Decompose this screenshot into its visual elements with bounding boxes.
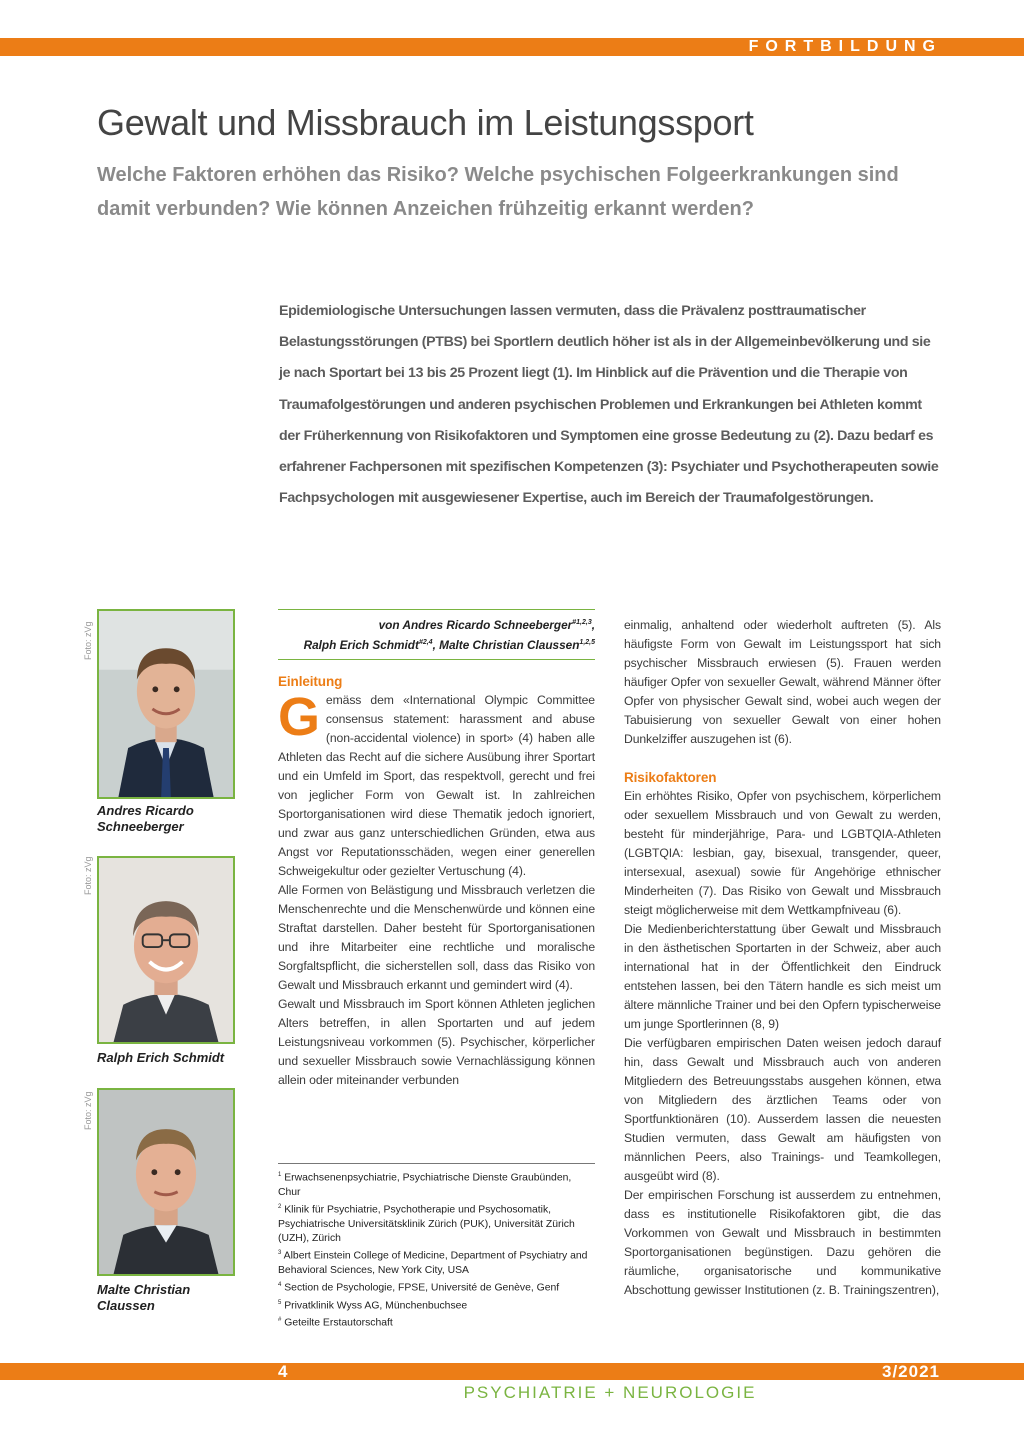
heading-risikofaktoren: Risikofaktoren xyxy=(624,770,717,785)
footnote-item xyxy=(278,1296,595,1314)
footnote-mark: 4 xyxy=(278,1281,282,1288)
footer-bar xyxy=(0,1363,1024,1380)
footnotes xyxy=(278,1168,595,1331)
footnote-text: Albert Einstein College of Medicine, Department of Psychiatry and Behavioral Sciences, New York City, USA xyxy=(278,1250,588,1276)
byline-author-1: von Andres Ricardo Schneeberger xyxy=(378,617,573,632)
byline-sup-1: #1,2,3 xyxy=(572,619,592,626)
section-label: FORTBILDUNG xyxy=(748,38,942,55)
portrait-illustration xyxy=(99,858,233,1042)
author-photo-claussen xyxy=(97,1088,235,1276)
author-name-claussen: Malte Christian Claussen xyxy=(97,1282,191,1313)
paragraph: Die verfügbaren empirischen Daten weisen jedoch darauf hin, dass Gewalt und Missbrauch auch von anderen Mitgliedern des Betreuungsstabs ausgehen können, etwa von Mitgliedern des ärztlichen Teams oder von Sportfunktionären (10). Ausserdem lassen die neuesten Studien vermuten, dass Gewalt am häufigsten von männlichen Peers, also Trainings- und Teamkollegen, ausgeübt wird (8). xyxy=(624,1036,941,1183)
paragraph: einmalig, anhaltend oder wiederholt auftreten (5). Als häufigste Form von Gewalt im Leistungssport hat sich psychischer Missbrauch erwiesen (5). Frauen werden häufiger Opfer von sexueller Gewalt, während Männer öfter Opfer von physischer Gewalt sind, wobei auch wegen der Tabuisierung von sexueller Gewalt von einer hohen Dunkelziffer auszugehen ist (6). xyxy=(624,618,941,746)
paragraph: Alle Formen von Belästigung und Missbrauch verletzen die Menschenrechte und die Menschenwürde und können eine Straftat darstellen. Daher besteht für Sportorganisationen und ihre Mitarbeiter eine rechtliche und moralische Sorgfaltspflicht, die sicherstellen soll, dass das Risiko von Gewalt und Missbrauch erkannt und gemindert wird (4). xyxy=(278,883,595,992)
byline-separator: , xyxy=(591,617,595,632)
footnote-text: Geteilte Erstautorschaft xyxy=(284,1317,393,1329)
photo-credit-3: Foto: zVg xyxy=(83,1091,93,1130)
footnote-mark: # xyxy=(278,1317,282,1324)
footnote-item xyxy=(278,1200,595,1246)
footnote-text: Erwachsenenpsychiatrie, Psychiatrische Dienste Graubünden, Chur xyxy=(278,1172,572,1198)
portrait-illustration xyxy=(99,611,233,797)
body-column-1 xyxy=(278,672,595,1090)
footnote-text: Section de Psychologie, FPSE, Université de Genève, Genf xyxy=(284,1282,560,1294)
footnote-item xyxy=(278,1313,595,1331)
footnote-text: Klinik für Psychiatrie, Psychotherapie und Psychosomatik, Psychiatrische Universitätsklinik Zürich (PUK), Universität Zürich (UZH), Zürich xyxy=(278,1204,575,1244)
portrait-illustration xyxy=(99,1090,233,1274)
photo-credit-2: Foto: zVg xyxy=(83,856,93,895)
paragraph: Die Medienberichterstattung über Gewalt und Missbrauch in den ästhetischen Sportarten in der Schweiz, aber auch international hat in der Öffentlichkeit den Eindruck entstehen lassen, bei den Tätern handle es sich meist um ältere männliche Trainer und bei den Opfern typischerweise um junge Sportlerinnen (8, 9) xyxy=(624,922,941,1031)
paragraph: Gewalt und Missbrauch im Sport können Athleten jeglichen Alters betreffen, in allen Sportarten und auf jedem Leistungsniveau vorkommen (5). Psychischer, körperlicher und sexueller Missbrauch sowie Vernachlässigung können allein oder miteinander verbunden xyxy=(278,997,595,1087)
footnote-mark: 3 xyxy=(278,1249,282,1256)
footnote-item xyxy=(278,1246,595,1278)
footnote-mark: 5 xyxy=(278,1299,282,1306)
author-name-schneeberger: Andres Ricardo Schneeberger xyxy=(97,803,194,834)
footnote-item xyxy=(278,1168,595,1200)
article-lead: Epidemiologische Untersuchungen lassen vermuten, dass die Prävalenz posttraumatischer Belastungsstörungen (PTBS) bei Sportlern deutlich höher ist als in der Allgemeinbevölkerung und sie je nach Sportart bei 13 bis 25 Prozent liegt (1). Im Hinblick auf die Prävention und die Therapie von Traumafolgestörungen und anderen psychischen Problemen und Erkrankungen bei Athleten kommt der Früherkennung von Risikofaktoren und Symptomen eine grosse Bedeutung zu (2). Dazu bedarf es erfahrener Fachpersonen mit spezifischen Kompetenzen (3): Psychiater und Psychotherapeuten sowie Fachpsychologen mit ausgewiesener Expertise, auch im Bereich der Traumafolgestörungen. xyxy=(279,303,939,507)
footnote-mark: 1 xyxy=(278,1172,282,1178)
author-photo-schneeberger xyxy=(97,609,235,799)
byline-sup-2: #2,4 xyxy=(418,638,433,646)
byline xyxy=(278,609,595,660)
page-number: 4 xyxy=(278,1362,288,1381)
section-header-bar xyxy=(0,38,1024,56)
footnote-divider xyxy=(278,1163,595,1164)
footnote-item xyxy=(278,1278,595,1296)
photo-credit-1: Foto: zVg xyxy=(83,621,93,660)
byline-sup-3: 1,2,5 xyxy=(579,638,595,646)
paragraph-text: emäss dem «International Olympic Committee consensus statement: harassment and abuse (non-accidental violence) in sport» (4) haben alle Athleten das Recht auf die sichere Ausübung ihrer Sportart und ein Umfeld im Sport, das respektvoll, gerecht und frei von jeglicher Form von Gewalt ist. In zahlreichen Sportorganisationen wird diese Thematik jedoch ignoriert, und zwar aus ganz unterschiedlichen Gründen, etwa aus Angst vor Reputationsschäden, wegen einer generellen Schweigekultur oder gezielter Vertuschung (4). xyxy=(278,693,595,878)
drop-cap: G xyxy=(278,687,320,747)
article-subtitle: Welche Faktoren erhöhen das Risiko? Welche psychischen Folgeerkrankungen sind damit verbunden? Wie können Anzeichen frühzeitig erkannt werden? xyxy=(97,164,899,220)
article-title: Gewalt und Missbrauch im Leistungssport xyxy=(97,102,754,143)
byline-author-2: Ralph Erich Schmidt xyxy=(303,637,419,652)
author-name-schmidt: Ralph Erich Schmidt xyxy=(97,1050,225,1065)
byline-author-3: , Malte Christian Claussen xyxy=(432,637,580,652)
heading-einleitung: Einleitung xyxy=(278,674,343,689)
issue-number: 3/2021 xyxy=(882,1362,940,1381)
footnote-text: Privatklinik Wyss AG, Münchenbuchsee xyxy=(284,1299,468,1311)
paragraph xyxy=(278,687,595,881)
footnote-mark: 2 xyxy=(278,1203,282,1210)
body-column-2 xyxy=(624,616,941,1300)
journal-name: PSYCHIATRIE + NEUROLOGIE xyxy=(463,1383,757,1402)
paragraph: Ein erhöhtes Risiko, Opfer von psychischem, körperlichem oder sexuellem Missbrauch und von Gewalt zu werden, besteht für minderjährige, Para- und LGBTQIA-Athleten (LGBTQIA: lesbian, gay, bisexual, transgender, queer, intersexual, asexual) sowie für Angehörige ethnischer Minderheiten (7). Das Risiko von Gewalt und Missbrauch steigt möglicherweise mit dem Wettkampfniveau (6). xyxy=(624,789,941,917)
author-photo-schmidt xyxy=(97,856,235,1044)
paragraph: Der empirischen Forschung ist ausserdem zu entnehmen, dass es institutionelle Risikofaktoren gibt, die das Vorkommen von Gewalt und Missbrauch in bestimmten Sportorganisationen begünstigen. Dazu gehören die räumliche, organisatorische und kommunikative Abschottung gewisser Institutionen (z. B. Trainingszentren), xyxy=(624,1188,941,1297)
